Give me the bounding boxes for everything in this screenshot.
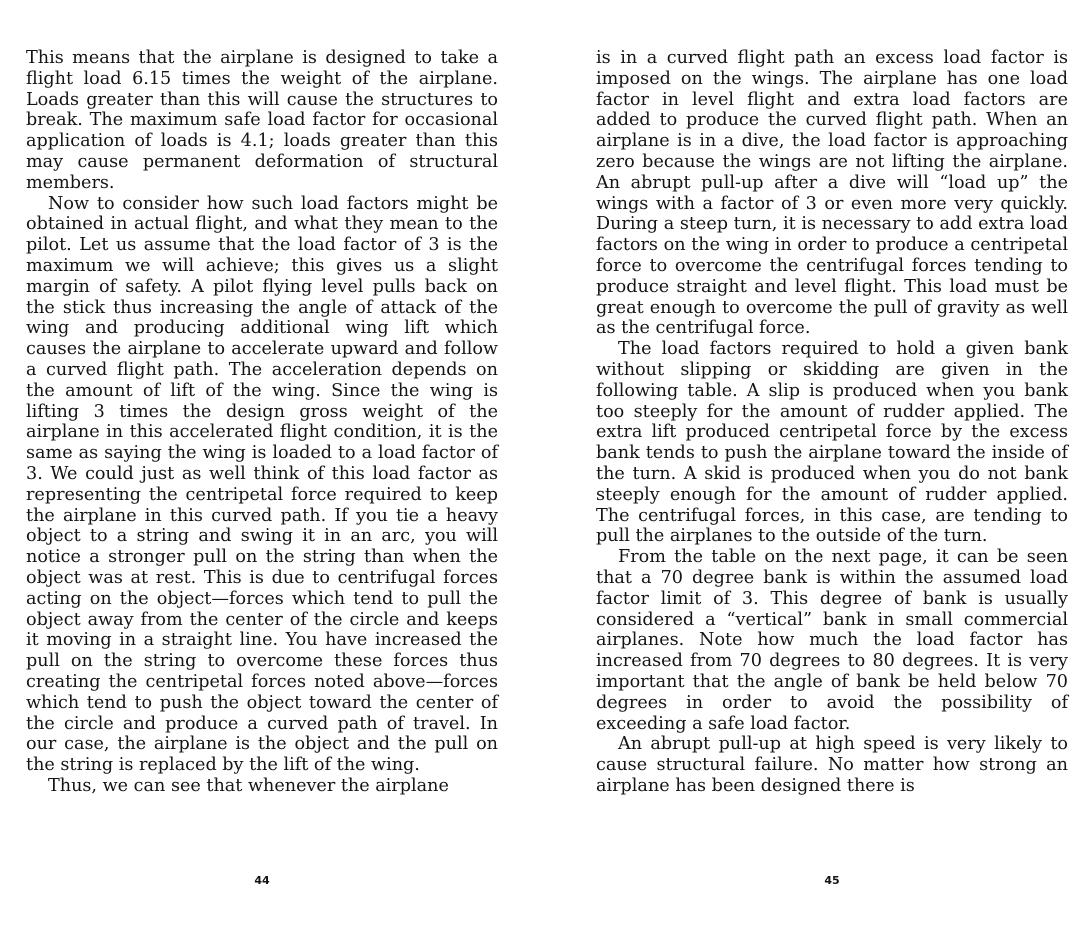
- paragraph: The load factors required to hold a given bank without slipping or skidding are given in the following table. A slip is produced when you bank too steeply for the amount of rudder applied. The extra lift produced centripetal force by the excess bank tends to push the airplane toward the inside of the turn. A skid is produced when you do not bank steeply enough for the amount of rudder applied. The centrifugal forces, in this case, are tending to pull the airplanes to the outside of the turn.: [596, 339, 1068, 547]
- right-page: [596, 48, 1068, 928]
- paragraph: This means that the airplane is designed to take a flight load 6.15 times the weight of the airplane. Loads greater than this will cause the structures to break. The maximum safe load factor for occasional application of loads is 4.1; loads greater than this may cause permanent deformation of structural members.: [26, 48, 498, 193]
- paragraph: is in a curved flight path an excess load factor is imposed on the wings. The airplane has one load factor in level flight and extra load factors are added to produce the curved flight path. When an airplane is in a dive, the load factor is approaching zero because the wings are not lifting the airplane. An abrupt pull-up after a dive will “load up” the wings with a factor of 3 or even more very quickly. During a steep turn, it is necessary to add extra load factors on the wing in order to produce a centripetal force to overcome the centrifugal forces tending to produce straight and level flight. This load must be great enough to overcome the pull of gravity as well as the centrifugal force.: [596, 48, 1068, 339]
- paragraph: From the table on the next page, it can be seen that a 70 degree bank is within the assumed load factor limit of 3. This degree of bank is usually considered a “vertical” bank in small commercial airplanes. Note how much the load factor has increased from 70 degrees to 80 degrees. It is very important that the angle of bank be held below 70 degrees in order to avoid the possibility of exceeding a safe load factor.: [596, 547, 1068, 734]
- left-page: [26, 48, 498, 928]
- paragraph: Thus, we can see that whenever the airplane: [48, 775, 449, 796]
- page-number: 44: [254, 874, 270, 887]
- paragraph: An abrupt pull-up at high speed is very likely to cause structural failure. No matter how strong an airplane has been designed there is: [596, 734, 1068, 796]
- left-page-body: [26, 48, 498, 797]
- right-page-body: [596, 48, 1068, 797]
- gutter: [539, 0, 540, 936]
- page-number: 45: [824, 874, 840, 887]
- paragraph: Now to consider how such load factors might be obtained in actual flight, and what they mean to the pilot. Let us assume that the load factor of 3 is the maximum we will achieve; this gives us a slight margin of safety. A pilot flying level pulls back on the stick thus increasing the angle of attack of the wing and producing additional wing lift which causes the airplane to accelerate upward and follow a curved flight path. The acceleration depends on the amount of lift of the wing. Since the wing is lifting 3 times the design gross weight of the airplane in this accelerated flight condition, it is the same as saying the wing is loaded to a load factor of 3. We could just as well think of this load factor as representing the centripetal force required to keep the airplane in this curved path. If you tie a heavy object to a string and swing it in an arc, you will notice a stronger pull on the string than when the object was at rest. This is due to centrifugal forces acting on the object—forces which tend to pull the object away from the center of the circle and keeps it moving in a straight line. You have increased the pull on the string to overcome these forces thus creating the centripetal forces noted above—forces which tend to push the object toward the center of the circle and produce a curved path of travel. In our case, the airplane is the object and the pull on the string is replaced by the lift of the wing.: [26, 193, 498, 776]
